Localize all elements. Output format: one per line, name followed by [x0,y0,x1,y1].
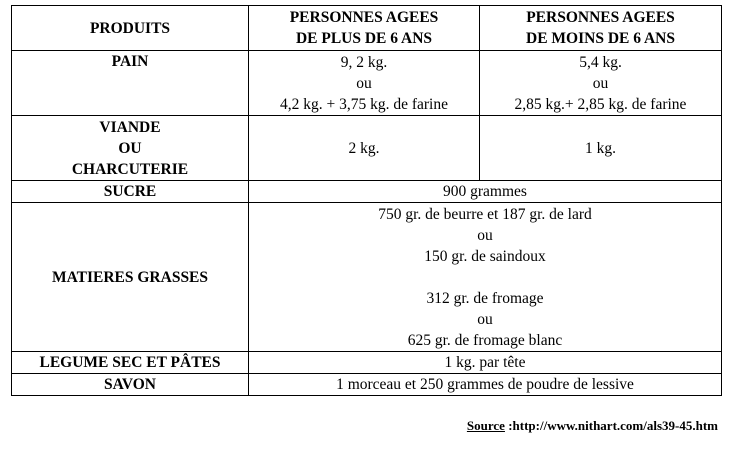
header-under-6 [480,6,722,51]
row-matieres-grasses-value [249,203,722,352]
row-pain-under-6-line-3: 2,85 kg.+ 2,85 kg. de farine [514,95,687,113]
header-produits [12,6,249,51]
row-viande-label-line-1: VIANDE [99,118,161,136]
source-url[interactable]: :http://www.nithart.com/als39-45.htm [504,418,718,433]
row-pain-over-6 [249,51,480,116]
row-pain-under-6-line-1: 5,4 kg. [579,53,622,71]
row-pain-under-6 [480,51,722,116]
row-viande [12,116,722,181]
header-under-6-line-2: DE MOINS DE 6 ANS [526,30,675,47]
matieres-grasses-line-1: 750 gr. de beurre et 187 gr. de lard [378,205,592,223]
row-legume [12,352,722,374]
header-over-6-line-1: PERSONNES AGEES [289,9,439,26]
source-citation [0,418,718,434]
row-pain-label-text: PAIN [111,53,149,70]
matieres-grasses-line-6: 625 gr. de fromage blanc [407,331,563,349]
row-viande-label [12,116,249,181]
row-pain-over-6-line-1: 9, 2 kg. [340,53,388,71]
row-sucre-label: SUCRE [12,181,249,203]
row-savon-value: 1 morceau et 250 grammes de poudre de lessive [249,374,722,396]
row-pain-over-6-line-2: ou [356,74,372,92]
row-viande-over-6: 2 kg. [249,116,480,181]
matieres-grasses-line-5: ou [477,310,493,328]
matieres-grasses-spacer [251,267,719,288]
matieres-grasses-line-3: 150 gr. de saindoux [424,247,546,265]
matieres-grasses-line-2: ou [477,226,493,244]
row-sucre-value: 900 grammes [249,181,722,203]
header-under-6-line-1: PERSONNES AGEES [526,9,675,26]
row-sucre [12,181,722,203]
source-label: Source [466,418,505,433]
ration-table [11,5,722,396]
header-produits-text: PRODUITS [89,19,171,37]
matieres-grasses-line-4: 312 gr. de fromage [426,289,544,307]
row-viande-under-6: 1 kg. [480,116,722,181]
row-legume-label: LEGUME SEC ET PÂTES [12,352,249,374]
header-over-6-line-2: DE PLUS DE 6 ANS [295,30,433,47]
row-pain [12,51,722,116]
row-legume-value: 1 kg. par tête [249,352,722,374]
row-savon-label: SAVON [12,374,249,396]
row-viande-label-line-3: CHARCUTERIE [71,160,189,178]
row-savon [12,374,722,396]
row-matieres-grasses [12,203,722,352]
row-pain-label [12,51,249,116]
header-row [12,6,722,51]
header-over-6 [249,6,480,51]
row-matieres-grasses-label: MATIERES GRASSES [12,203,249,352]
row-pain-under-6-line-2: ou [592,74,609,92]
row-viande-label-line-2: OU [118,139,142,157]
row-pain-over-6-line-3: 4,2 kg. + 3,75 kg. de farine [279,95,448,113]
